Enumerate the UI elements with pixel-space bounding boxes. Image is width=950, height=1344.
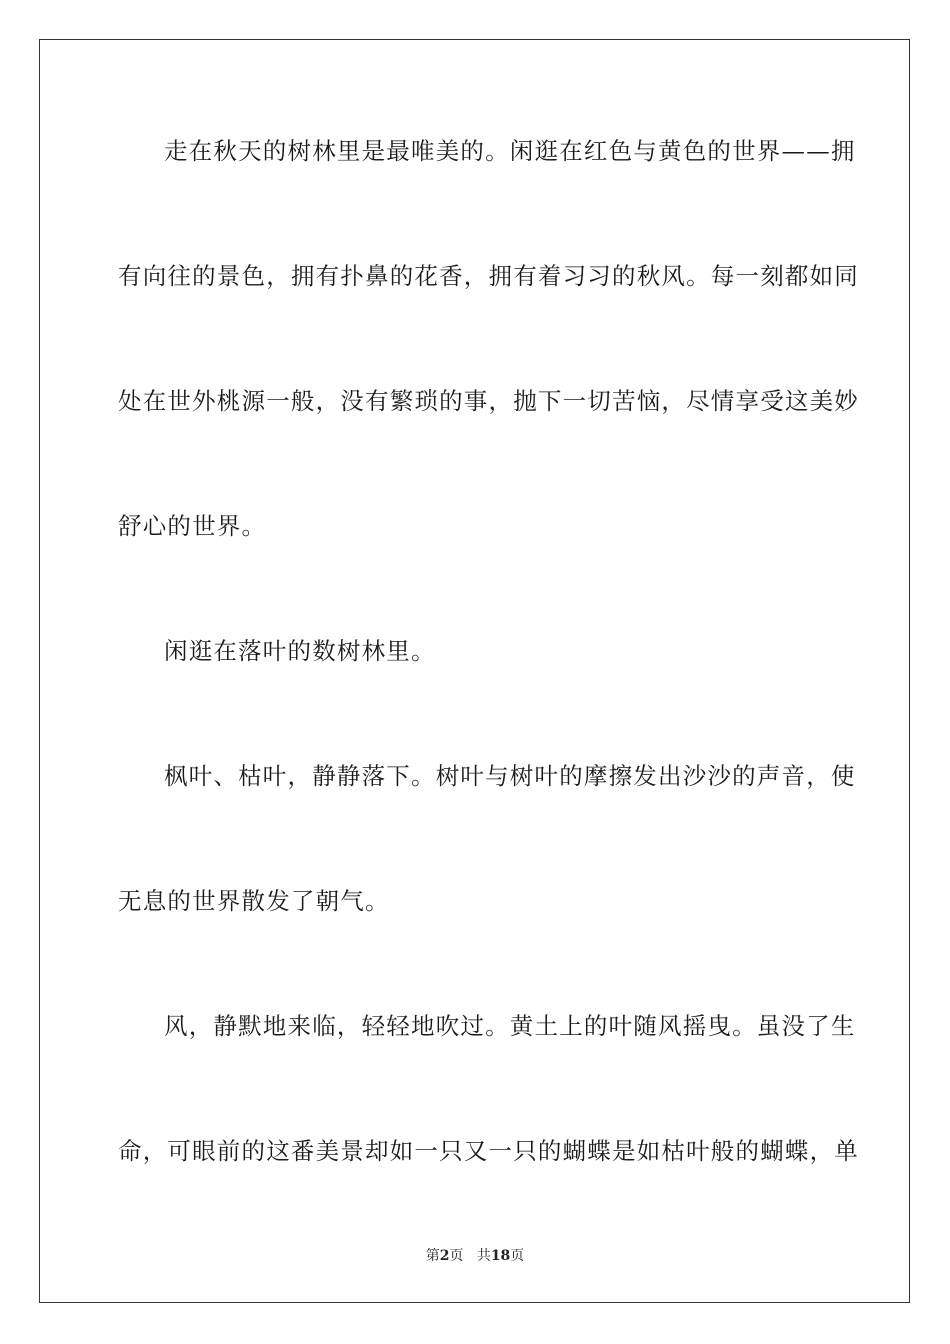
paragraph-1-line-4: 舒心的世界。: [118, 512, 267, 540]
footer-total-prefix: 共: [476, 1248, 491, 1264]
footer-page-suffix: 页: [449, 1248, 464, 1264]
paragraph-4-line-2: 命，可眼前的这番美景却如一只又一只的蝴蝶是如枯叶般的蝴蝶，单: [118, 1137, 859, 1165]
page-border: [39, 39, 910, 1303]
paragraph-3-line-1: 枫叶、枯叶，静静落下。树叶与树叶的摩擦发出沙沙的声音，使: [164, 762, 856, 790]
footer-total-pages: 18: [490, 1248, 511, 1264]
page-footer: [0, 1246, 950, 1266]
paragraph-1-line-1: 走在秋天的树林里是最唯美的。闲逛在红色与黄色的世界——拥: [164, 137, 856, 165]
paragraph-1-line-2: 有向往的景色，拥有扑鼻的花香，拥有着习习的秋风。每一刻都如同: [118, 262, 859, 290]
paragraph-3-line-2: 无息的世界散发了朝气。: [118, 887, 390, 915]
paragraph-4-line-1: 风，静默地来临，轻轻地吹过。黄土上的叶随风摇曳。虽没了生: [164, 1012, 856, 1040]
footer-page-prefix: 第: [425, 1248, 440, 1264]
paragraph-2-line-1: 闲逛在落叶的数树林里。: [164, 637, 436, 665]
paragraph-1-line-3: 处在世外桃源一般，没有繁琐的事，抛下一切苦恼，尽情享受这美妙: [118, 387, 859, 415]
footer-page-number: 2: [439, 1248, 450, 1264]
footer-total-suffix: 页: [510, 1248, 525, 1264]
